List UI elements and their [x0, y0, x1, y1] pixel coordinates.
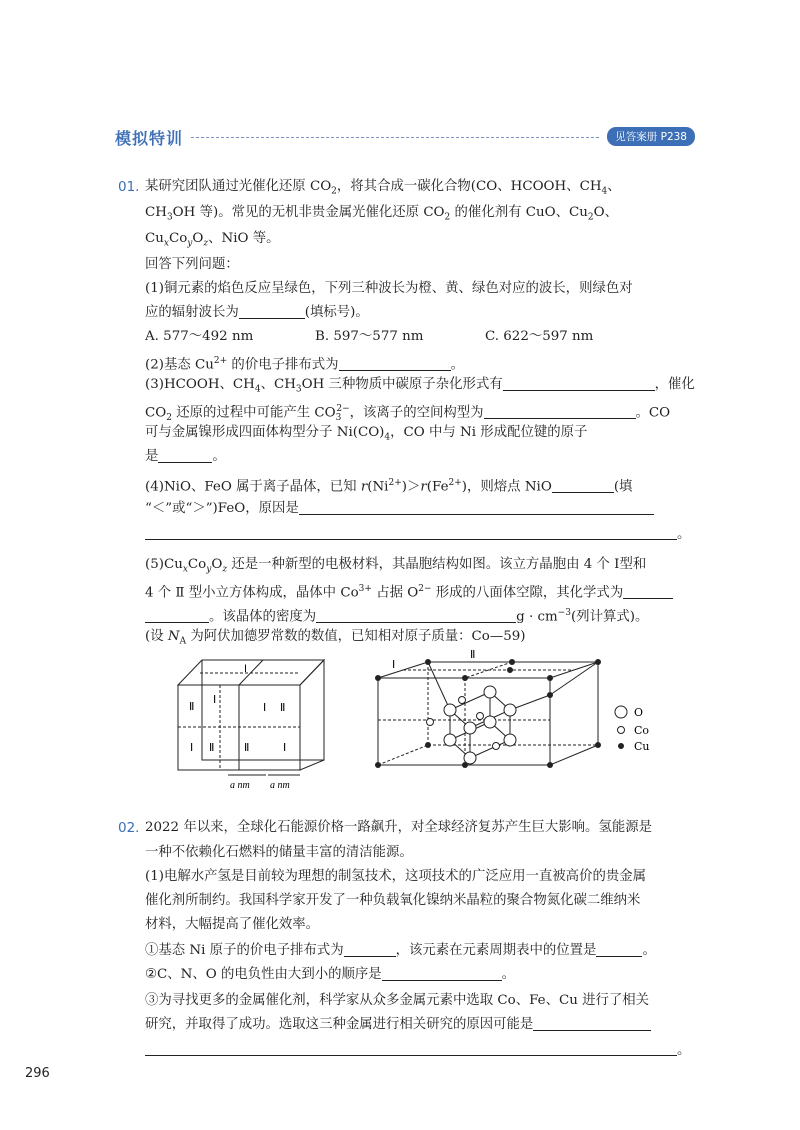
oxygen-atom	[484, 686, 496, 698]
crystal-structure-figure	[370, 650, 670, 790]
subscript: x	[163, 238, 169, 249]
option-b: B. 597～577 nm	[315, 329, 424, 344]
text: (列计算式)。	[570, 609, 649, 625]
q1-part5-line-3	[145, 602, 648, 628]
oxygen-atom	[464, 722, 476, 734]
text: ，CO 中与 Ni 形成配位键的原子	[390, 425, 588, 440]
cube-label: Ⅱ	[209, 742, 215, 754]
cobalt-atom	[459, 697, 466, 704]
q1-intro-line-1	[145, 176, 621, 203]
text: 4 个 Ⅱ 型小立方体构成，晶体中 Co	[145, 585, 359, 601]
subscript: 2	[444, 212, 451, 223]
answer-reference-badge: 见答案册 P238	[607, 127, 695, 146]
superscript: 3+	[358, 584, 372, 594]
q2-sub3-line-1: ③为寻找更多的金属催化剂，科学家从众多金属元素中选取 Co、Fe、Cu 进行了相关	[145, 993, 650, 1008]
answer-blank[interactable]	[316, 607, 516, 623]
subscript: 2	[587, 212, 594, 223]
q1-part2	[145, 350, 464, 376]
copper-atom	[595, 659, 601, 665]
subscript: 3	[166, 212, 173, 223]
answer-blank[interactable]	[239, 303, 305, 319]
cube-label: Ⅰ	[283, 742, 287, 754]
oxygen-atom	[444, 704, 456, 716]
text: )，则熔点 NiO	[461, 479, 552, 495]
text: Co	[168, 231, 188, 246]
text: 某研究团队通过光催化还原 CO	[145, 179, 332, 194]
text: 为阿伏加德罗常数的数值，已知相对原子质量：Co—59)	[186, 629, 526, 644]
q2-sub3-end: 。	[677, 1043, 691, 1058]
q1-part5-line-4	[145, 626, 526, 653]
text: Cu	[145, 231, 164, 246]
copper-atom	[425, 659, 431, 665]
question-number-02: 02.	[118, 820, 140, 836]
cube-label: Ⅱ	[280, 702, 286, 714]
right-face	[300, 660, 324, 770]
superscript: 2+	[388, 478, 402, 488]
text: 研究，并取得了成功。选取这三种金属进行相关研究的原因可能是	[145, 1017, 534, 1032]
text: ②C、N、O 的电负性由大到小的顺序是	[145, 967, 382, 982]
text: CO	[145, 405, 167, 421]
q1-part1-line-1: (1)铜元素的焰色反应呈绿色，下列三种波长为橙、黄、绿色对应的波长，则绿色对	[145, 281, 633, 296]
cube-label: Ⅰ	[263, 702, 267, 714]
legend-copper-label: Cu	[634, 740, 650, 753]
q1-part3-line-3	[145, 422, 587, 449]
subscript: y	[206, 564, 212, 575]
text: g · cm	[516, 609, 558, 625]
text: N	[167, 629, 180, 644]
superscript: 2−	[336, 404, 350, 414]
cobalt-atom	[493, 743, 500, 750]
text: 的催化剂有 CuO、Cu	[450, 205, 588, 220]
cube-label: Ⅰ	[244, 664, 247, 675]
text: r	[420, 479, 427, 495]
answer-blank[interactable]	[382, 965, 502, 981]
q2-sub3-line-2	[145, 1014, 651, 1036]
q1-intro-line-2	[145, 202, 618, 229]
answer-blank[interactable]	[145, 607, 209, 623]
answer-blank[interactable]	[299, 499, 654, 515]
edge	[550, 745, 598, 765]
answer-rule[interactable]	[145, 1055, 677, 1056]
dimension-label: a nm	[230, 780, 250, 791]
subscript: z	[222, 564, 228, 575]
subscript: 4	[601, 186, 608, 197]
q1-part5-line-2	[145, 578, 673, 604]
q2-sub2	[145, 964, 515, 986]
page-number: 296	[25, 1066, 50, 1081]
text: 。	[450, 357, 464, 373]
subscript: 4	[384, 432, 391, 443]
dimension-label: a nm	[270, 780, 290, 791]
question-number-01: 01.	[118, 179, 140, 195]
text: “＜”或“＞”)FeO，原因是	[145, 501, 299, 516]
answer-blank[interactable]	[552, 477, 614, 493]
legend-cobalt-symbol	[618, 727, 625, 734]
q2-part1-line-2: 催化剂所制约。我国科学家开发了一种负载氧化镍纳米晶粒的聚合物氮化碳二维纳米	[145, 893, 641, 908]
text: Co	[187, 557, 207, 572]
subscript: 4	[254, 384, 261, 395]
answer-blank[interactable]	[503, 375, 655, 391]
section-title: 模拟特训	[115, 129, 184, 148]
oxygen-atom	[484, 716, 496, 728]
q1-part3-line-4	[145, 446, 226, 468]
region-label: Ⅱ	[470, 650, 476, 661]
option-c: C. 622～597 nm	[485, 329, 594, 344]
text: (填	[613, 479, 633, 495]
subscript: z	[203, 238, 209, 249]
copper-atom	[425, 742, 431, 748]
text: 。	[212, 449, 226, 464]
copper-atom	[462, 675, 468, 681]
superscript: 2−	[418, 584, 432, 594]
copper-atom	[547, 675, 553, 681]
answer-blank[interactable]	[158, 447, 212, 463]
text: 。CO	[635, 405, 671, 421]
copper-atom	[375, 675, 381, 681]
section-divider	[191, 137, 599, 138]
legend-oxygen-label: O	[634, 706, 644, 719]
bond-line	[450, 722, 510, 758]
option-a: A. 577～492 nm	[145, 329, 254, 344]
text: 。	[642, 943, 656, 958]
text: 应的辐射波长为	[145, 305, 239, 320]
answer-blank[interactable]	[623, 583, 673, 599]
oxygen-atom	[504, 704, 516, 716]
text: OH 等)。常见的无机非贵金属光催化还原 CO	[172, 205, 445, 220]
text: (Fe	[426, 479, 449, 495]
legend-copper-symbol	[618, 743, 624, 749]
copper-atom	[509, 659, 515, 665]
text: ，将其合成一碳化合物(CO、HCOOH、CH	[336, 179, 602, 194]
text: 、CH	[260, 377, 296, 392]
copper-atom	[595, 742, 601, 748]
answer-blank[interactable]	[344, 941, 396, 957]
subscript: y	[187, 238, 193, 249]
legend-oxygen-symbol	[615, 706, 627, 718]
answer-blank[interactable]	[484, 403, 636, 419]
subscript: A	[179, 636, 187, 647]
q1-part3-line-1	[145, 374, 695, 401]
oxygen-atom	[504, 734, 516, 746]
cobalt-atom	[427, 719, 434, 726]
subscript: 3	[295, 384, 302, 395]
section-header	[115, 126, 695, 146]
left-cube-figure	[170, 655, 330, 795]
q1-part1-options	[145, 326, 593, 348]
text: (Ni	[367, 479, 389, 495]
text: r	[360, 479, 368, 495]
text: O	[211, 557, 223, 572]
text: 形成的八面体空隙，其化学式为	[431, 585, 624, 601]
cube-label: Ⅰ	[213, 694, 217, 706]
q1-intro-line-3	[145, 228, 280, 255]
superscript: −3	[557, 608, 571, 618]
q1-part4-end: 。	[677, 527, 691, 542]
legend-cobalt-label: Co	[634, 724, 650, 737]
text: ①基态 Ni 原子的价电子排布式为	[145, 943, 344, 958]
q1-part4-line-2	[145, 498, 654, 520]
q1-prompt: 回答下列问题：	[145, 257, 239, 272]
subscript: x	[182, 564, 188, 575]
text: 是	[145, 449, 159, 464]
superscript: 2+	[213, 356, 228, 366]
text: O	[192, 231, 204, 246]
text: 还原的过程中可能产生 CO	[171, 405, 336, 421]
subscript: 2	[166, 413, 172, 424]
text: (4)NiO、FeO 属于离子晶体，已知	[145, 479, 361, 495]
bond-line	[550, 662, 598, 695]
text: 可与金属镍形成四面体构型分子 Ni(CO)	[145, 425, 385, 440]
text: 、	[607, 179, 621, 194]
text: 占据 O	[371, 585, 419, 601]
subscript: 2	[331, 186, 337, 197]
cube-label: Ⅰ	[190, 742, 194, 754]
q2-part1-line-3: 材料，大幅提高了催化效率。	[145, 917, 320, 932]
cube-label: Ⅱ	[189, 701, 195, 713]
text: )＞	[401, 479, 421, 495]
q2-part1-line-1: (1)电解水产氢是目前较为理想的制氢技术，这项技术的广泛应用一直被高价的贵金属	[145, 869, 647, 884]
answer-blank[interactable]	[339, 355, 451, 371]
text: 的价电子排布式为	[227, 357, 339, 373]
text: (填标号)。	[304, 305, 369, 320]
region-label: Ⅰ	[392, 659, 396, 671]
text: (设	[145, 629, 168, 644]
copper-atom	[462, 762, 468, 768]
copper-atom	[375, 762, 381, 768]
text: (3)HCOOH、CH	[145, 377, 255, 392]
text: 。	[501, 967, 516, 982]
text: (5)Cu	[145, 557, 183, 572]
edge	[378, 745, 428, 765]
q2-intro-line-1: 2022 年以来，全球化石能源价格一路飙升，对全球经济复苏产生巨大影响。氢能源是	[145, 820, 653, 835]
bond-line	[428, 662, 450, 710]
q1-part5-line-1	[145, 554, 646, 581]
q1-part4-line-1	[145, 472, 632, 498]
text: 。该晶体的密度为	[209, 609, 317, 625]
text: ，该离子的空间构型为	[349, 405, 484, 421]
subscript: 3	[335, 413, 342, 424]
text: ，催化	[654, 377, 695, 392]
q2-intro-line-2: 一种不依赖化石燃料的储量丰富的清洁能源。	[145, 845, 413, 860]
q2-sub1	[145, 940, 656, 962]
q1-part1-line-2	[145, 302, 369, 324]
answer-blank[interactable]	[533, 1015, 651, 1031]
text: OH 三种物质中碳原子杂化形式有	[301, 377, 503, 392]
superscript: 2+	[448, 478, 462, 488]
answer-blank[interactable]	[596, 941, 642, 957]
copper-atom	[547, 692, 553, 698]
answer-rule[interactable]	[145, 539, 677, 540]
oxygen-atom	[444, 734, 456, 746]
text: 还是一种新型的电极材料，其晶胞结构如图。该立方晶胞由 4 个 Ⅰ型和	[227, 557, 647, 572]
text: (2)基态 Cu	[145, 357, 214, 373]
text: O、	[593, 205, 618, 220]
text: 、NiO 等。	[208, 231, 280, 246]
cobalt-atom	[477, 713, 484, 720]
copper-atom	[547, 762, 553, 768]
copper-atom	[507, 667, 513, 673]
text: ，该元素在元素周期表中的位置是	[395, 943, 597, 958]
cube-label: Ⅱ	[244, 742, 250, 754]
text: CH	[145, 205, 167, 220]
